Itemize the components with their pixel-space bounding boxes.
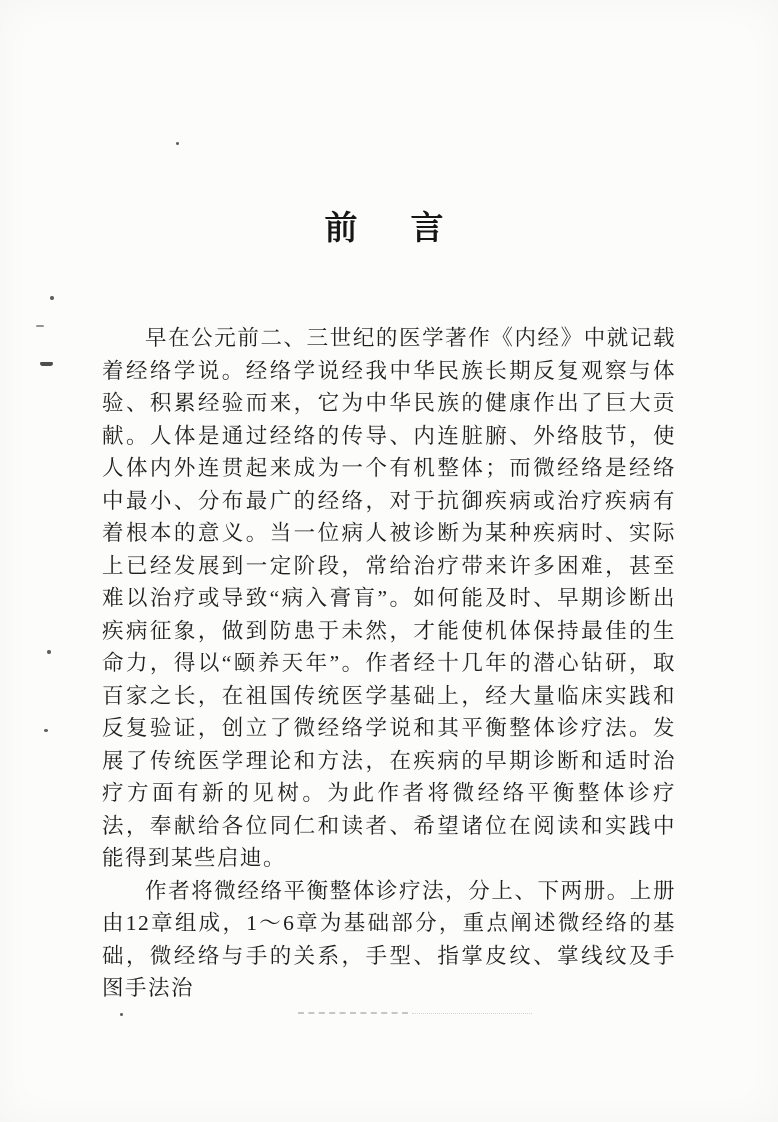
scan-speck <box>47 650 51 654</box>
paragraph: 早在公元前二、三世纪的医学著作《内经》中就记载着经络学说。经络学说经我中华民族长期反复观察与体验、积累经验而来，它为中华民族的健康作出了巨大贡献。人体是通过经络的传导、内连脏腑、外络肢节，使人体内外连贯起来成为一个有机整体；而微经络是经络中最小、分布最广的经络，对于抗御疾病或治疗疾病有着根本的意义。当一位病人被诊断为某种疾病时、实际上已经发展到一定阶段，常给治疗带来许多困难，甚至难以治疗或导致“病入膏肓”。如何能及时、早期诊断出疾病征象，做到防患于未然，才能使机体保持最佳的生命力，得以“颐养天年”。作者经十几年的潜心钻研，取百家之长，在祖国传统医学基础上，经大量临床实践和反复验证，创立了微经络学说和其平衡整体诊疗法。发展了传统医学理论和方法，在疾病的早期诊断和适时治疗方面有新的见树。为此作者将微经络平衡整体诊疗法，奉献给各位同仁和读者、希望诸位在阅读和实践中能得到某些启迪。 <box>102 326 676 870</box>
scan-dashed-line <box>298 1012 408 1014</box>
scan-speck <box>36 325 44 327</box>
scan-speck <box>176 142 179 145</box>
scan-dotted-line <box>412 1013 532 1014</box>
paragraph: 作者将微经络平衡整体诊疗法，分上、下两册。上册由12章组成，1～6章为基础部分，重点阐述微经络的基础，微经络与手的关系，手型、指掌皮纹、掌线纹及手图手法治 <box>102 878 676 1000</box>
scan-mark <box>40 362 53 366</box>
page-title: 前 言 <box>324 211 454 247</box>
scan-speck <box>44 729 48 732</box>
preface-body <box>102 322 676 1005</box>
scan-speck <box>50 296 54 300</box>
scan-speck <box>120 1013 123 1016</box>
